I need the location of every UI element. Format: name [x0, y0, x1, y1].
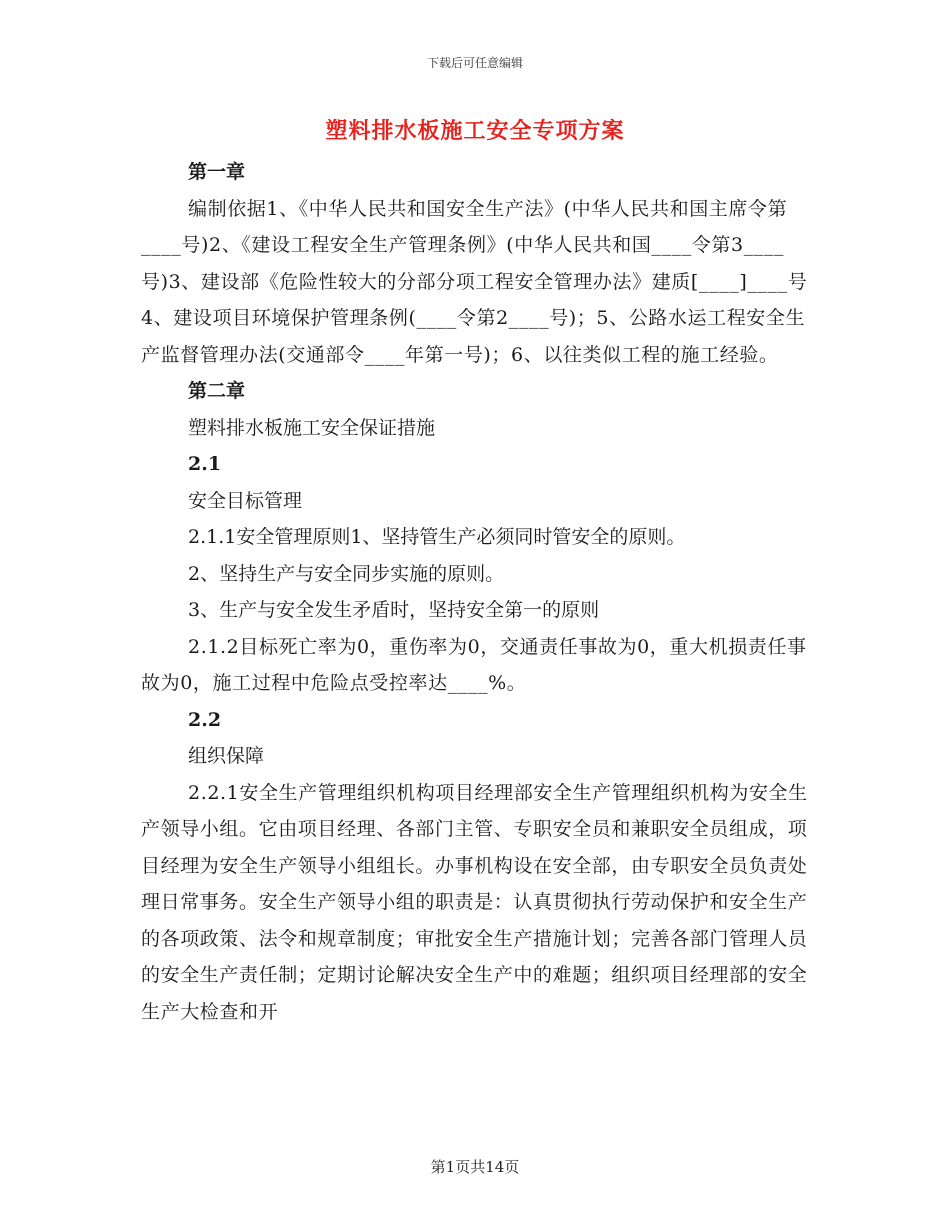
- paragraph-item-3: 3、生产与安全发生矛盾时，坚持安全第一的原则: [188, 599, 600, 621]
- paragraph-2-1-1: 2.1.1安全管理原则1、坚持管生产必须同时管安全的原则。: [188, 526, 686, 548]
- paragraph-2-1-2: 2.1.2目标死亡率为0，重伤率为0，交通责任事故为0，重大机损责任事故为0，施工过程中危险点受控率达____%。: [141, 635, 807, 694]
- page-header-note: 下载后可任意编辑: [426, 56, 523, 70]
- subsection-title-target: 安全目标管理: [188, 489, 303, 512]
- paragraph-basis: 编制依据1、《中华人民共和国安全生产法》(中华人民共和国主席令第____号)2、《建设工程安全生产管理条例》(中华人民共和国____令第3____号)3、建设部《危险性较大的分部分项工程安全管理办法》建质[____]____号4、建设项目环境保护管理条例(____令第2____号)；5、公路水运工程安全生产监督管理办法(交通部令____年第一号)；6、以往类似工程的施工经验。: [141, 197, 808, 366]
- chapter-heading-2: 第二章: [188, 380, 246, 402]
- section-number-2-1: 2.1: [188, 453, 222, 475]
- section-number-2-2: 2.2: [188, 708, 222, 731]
- document-title: 塑料排水板施工安全专项方案: [325, 118, 625, 144]
- page-footer-number: 第1页共14页: [430, 1158, 520, 1176]
- paragraph-2-2-1: 2.2.1安全生产管理组织机构项目经理部安全生产管理组织机构为安全生产领导小组。它由项目经理、各部门主管、专职安全员和兼职安全员组成，项目经理为安全生产领导小组组长。办事机构设在安全部，由专职安全员负责处理日常事务。安全生产领导小组的职责是：认真贯彻执行劳动保护和安全生产的各项政策、法令和规章制度；审批安全生产措施计划；完善各部门管理人员的安全生产责任制；定期讨论解决安全生产中的难题；组织项目经理部的安全生产大检查和开: [141, 781, 808, 1023]
- subsection-title-org: 组织保障: [188, 745, 265, 767]
- paragraph-item-2: 2、坚持生产与安全同步实施的原则。: [188, 562, 505, 585]
- chapter-heading-1: 第一章: [188, 161, 246, 183]
- section-title: 塑料排水板施工安全保证措施: [188, 416, 436, 439]
- document-body: [141, 154, 813, 1030]
